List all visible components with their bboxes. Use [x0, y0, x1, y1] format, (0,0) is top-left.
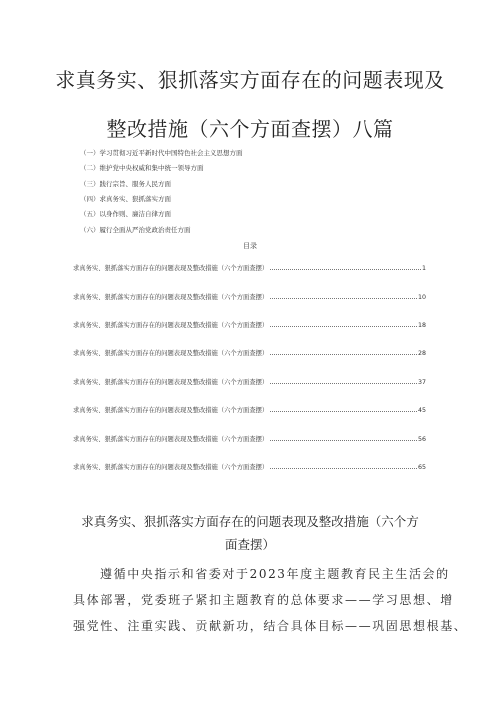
toc-page-number: 65 — [417, 464, 426, 471]
toc-page-number: 1 — [421, 265, 426, 272]
toc-entry-title: 求真务实、狠抓落实方面存在的问题表现及整改措施（六个方面查摆） — [73, 379, 269, 386]
toc-leader-dots — [270, 297, 417, 299]
toc-page-number: 45 — [417, 407, 426, 414]
scope-item: （五）以身作则、廉洁自律方面 — [80, 210, 171, 218]
toc-leader-dots — [270, 382, 417, 384]
section-title-line-1: 求真务实、狠抓落实方面存在的问题表现及整改措施（六个方 — [81, 514, 419, 529]
toc-entry[interactable] — [73, 377, 426, 387]
toc-entry[interactable] — [73, 405, 426, 415]
section-title-line-2: 面查摆） — [224, 537, 275, 552]
toc-page-number: 28 — [417, 350, 426, 357]
toc-page-number: 10 — [417, 294, 426, 301]
toc-entry-title: 求真务实、狠抓落实方面存在的问题表现及整改措施（六个方面查摆） — [73, 350, 269, 357]
toc-leader-dots — [270, 268, 421, 270]
scope-item: （四）求真务实、狠抓落实方面 — [80, 195, 171, 203]
scope-item: （一）学习贯彻习近平新时代中国特色社会主义思想方面 — [80, 149, 243, 157]
document-title-line-2: 整改措施（六个方面查摆）八篇 — [106, 117, 394, 141]
scope-item: （六）履行全面从严治党政治责任方面 — [80, 226, 191, 234]
toc-page-number: 37 — [417, 379, 426, 386]
document-title-line-1: 求真务实、狠抓落实方面存在的问题表现及 — [55, 68, 445, 92]
toc-leader-dots — [270, 467, 417, 469]
scope-item: （二）维护党中央权威和集中统一领导方面 — [80, 164, 204, 172]
toc-entry-title: 求真务实、狠抓落实方面存在的问题表现及整改措施（六个方面查摆） — [73, 322, 269, 329]
toc-entry[interactable] — [73, 434, 426, 444]
toc-entry[interactable] — [73, 320, 426, 330]
toc-entry[interactable] — [73, 348, 426, 358]
scope-item: （三）践行宗旨、服务人民方面 — [80, 180, 171, 188]
toc-entry-title: 求真务实、狠抓落实方面存在的问题表现及整改措施（六个方面查摆） — [73, 294, 269, 301]
toc-entry-title: 求真务实、狠抓落实方面存在的问题表现及整改措施（六个方面查摆） — [73, 265, 269, 272]
toc-leader-dots — [270, 439, 417, 441]
toc-entry[interactable] — [73, 263, 426, 273]
toc-page-number: 56 — [417, 436, 426, 443]
toc-leader-dots — [270, 410, 417, 412]
toc-entry-title: 求真务实、狠抓落实方面存在的问题表现及整改措施（六个方面查摆） — [73, 436, 269, 443]
body-text-line: 具体部署，党委班子紧扣主题教育的总体要求——学习思想、增 — [73, 593, 454, 607]
toc-heading: 目录 — [243, 242, 257, 250]
body-text-line: 遵循中央指示和省委对于2023年度主题教育民主生活会的 — [100, 567, 450, 581]
toc-page-number: 18 — [417, 322, 426, 329]
toc-entry-title: 求真务实、狠抓落实方面存在的问题表现及整改措施（六个方面查摆） — [73, 464, 269, 471]
toc-leader-dots — [270, 353, 417, 355]
toc-entry[interactable] — [73, 462, 426, 472]
body-text-line: 强党性、注重实践、贡献新功，结合具体目标——巩固思想根基、 — [73, 619, 468, 633]
toc-leader-dots — [270, 325, 417, 327]
toc-entry[interactable] — [73, 292, 426, 302]
toc-entry-title: 求真务实、狠抓落实方面存在的问题表现及整改措施（六个方面查摆） — [73, 407, 269, 414]
